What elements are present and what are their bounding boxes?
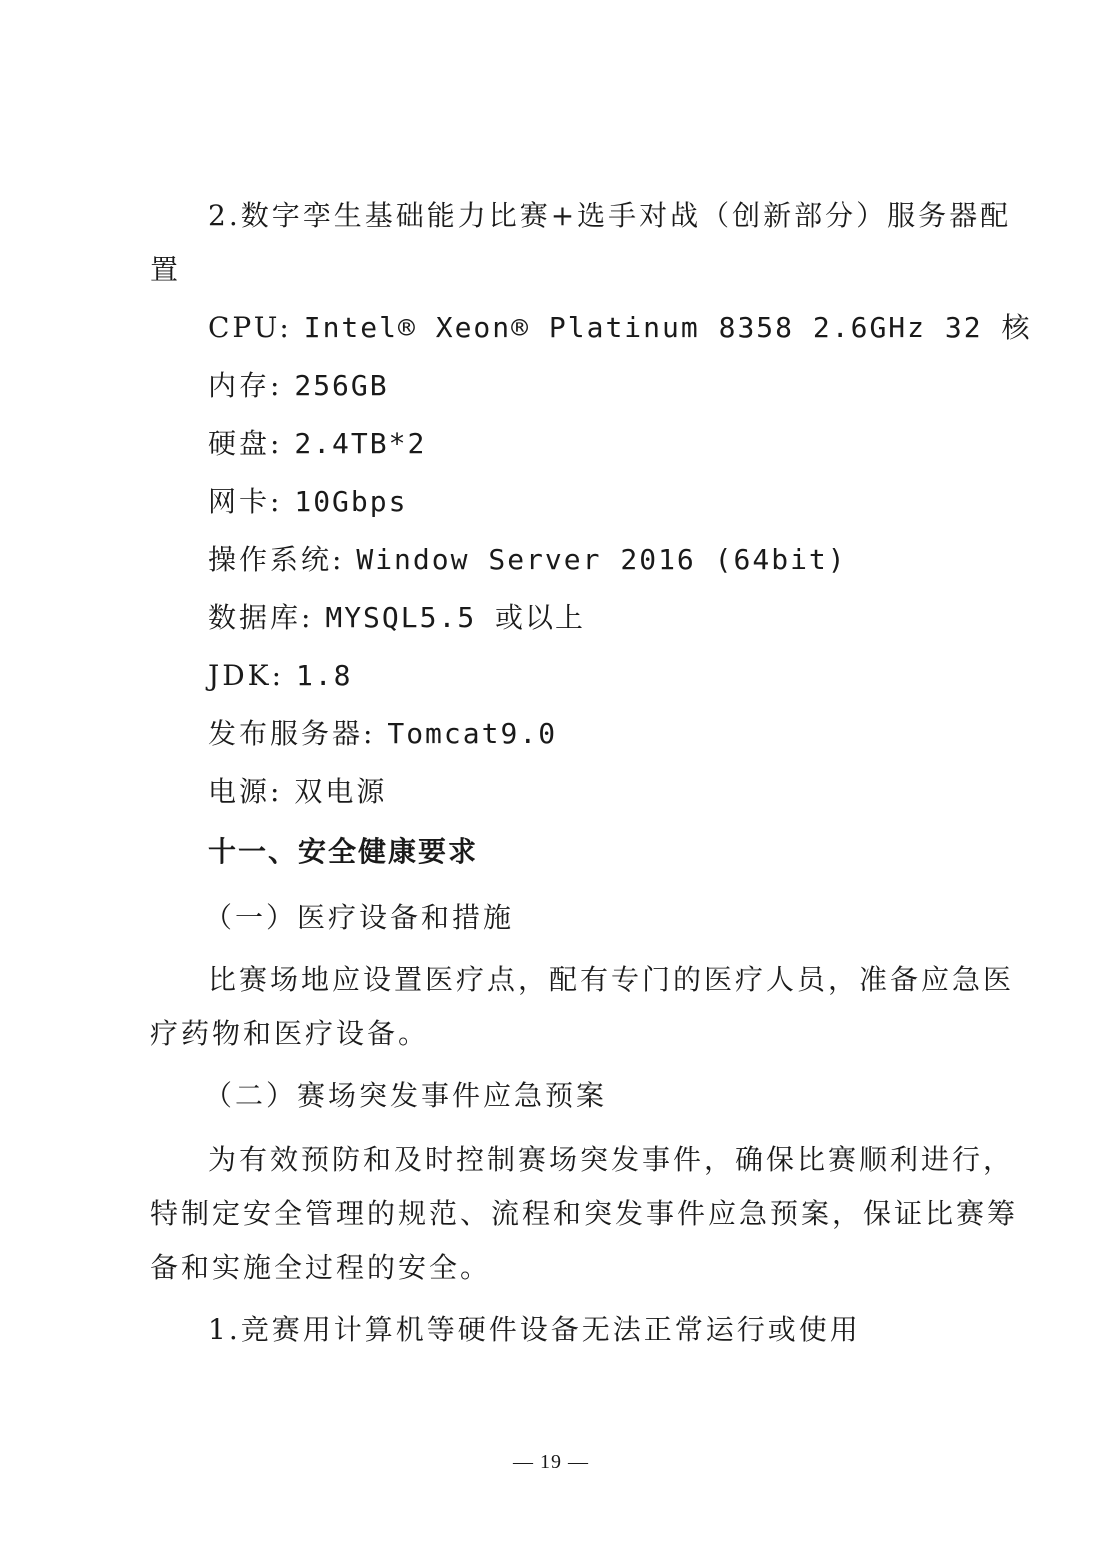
spec-value: 1.8	[295, 659, 353, 692]
spec-disk	[208, 426, 426, 462]
list-item-hardware-failure: 1.竞赛用计算机等硬件设备无法正常运行或使用	[208, 1313, 861, 1346]
spec-label: 数据库:	[208, 601, 314, 634]
spec-label: 电源:	[208, 775, 283, 808]
spec-value: 256GB	[294, 369, 389, 402]
section-heading-safety: 十一、安全健康要求	[208, 835, 479, 868]
paragraph-emergency-line3: 备和实施全过程的安全。	[150, 1251, 492, 1284]
spec-nic	[208, 484, 408, 520]
spec-value: 双电源	[294, 775, 388, 808]
paragraph-medical-line1: 比赛场地应设置医疗点，配有专门的医疗人员，准备应急医	[208, 963, 1015, 996]
spec-value: MYSQL5.5 或以上	[325, 601, 586, 634]
paragraph-emergency-line2: 特制定安全管理的规范、流程和突发事件应急预案，保证比赛筹	[150, 1197, 1019, 1230]
spec-jdk	[208, 658, 353, 694]
server-config-title-line2: 置	[150, 253, 182, 286]
spec-label: 发布服务器:	[208, 717, 376, 750]
spec-memory	[208, 368, 389, 404]
spec-power	[208, 774, 387, 810]
spec-value: Intel® Xeon® Platinum 8358 2.6GHz 32 核	[303, 311, 1032, 344]
spec-label: JDK:	[208, 659, 285, 692]
spec-database	[208, 600, 585, 636]
spec-label: 操作系统:	[208, 543, 345, 576]
page-number: — 19 —	[513, 1451, 589, 1473]
spec-value: Window Server 2016 (64bit)	[356, 543, 847, 576]
spec-value: Tomcat9.0	[387, 717, 558, 750]
spec-label: 网卡:	[208, 485, 283, 518]
subsection-heading-medical: （一）医疗设备和措施	[204, 901, 515, 934]
spec-value: 2.4TB*2	[294, 427, 427, 460]
spec-cpu	[208, 310, 1031, 346]
spec-publish-server	[208, 716, 557, 752]
paragraph-emergency-line1: 为有效预防和及时控制赛场突发事件，确保比赛顺利进行，	[208, 1143, 1015, 1176]
spec-label: CPU:	[208, 311, 292, 344]
spec-label: 内存:	[208, 369, 283, 402]
server-config-title-line1: 2.数字孪生基础能力比赛+选手对战（创新部分）服务器配	[208, 199, 1012, 232]
subsection-heading-emergency: （二）赛场突发事件应急预案	[204, 1079, 608, 1112]
spec-value: 10Gbps	[294, 485, 408, 518]
spec-label: 硬盘:	[208, 427, 283, 460]
spec-os	[208, 542, 847, 578]
paragraph-medical-line2: 疗药物和医疗设备。	[150, 1017, 430, 1050]
